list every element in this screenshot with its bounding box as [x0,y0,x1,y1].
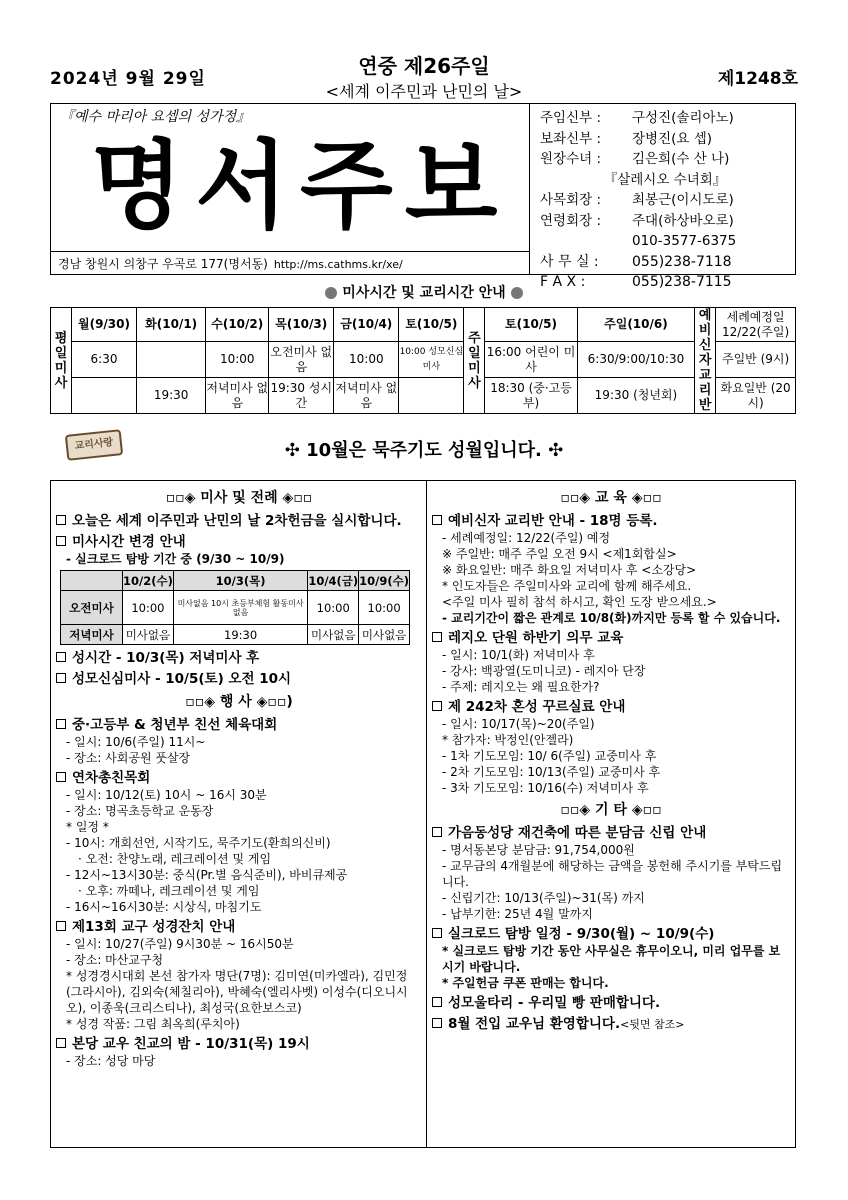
left-column [56,484,422,1069]
staff-row: 사목회장 : 최봉근(이시도로) [540,192,734,208]
day-header: 금(10/4) [334,308,399,342]
notice-line: - 신립기간: 10/13(주일)~31(목) 까지 [442,891,645,905]
staff-row: 보좌신부 : 장병진(요 셉) [540,130,713,147]
notice-item: 성모신심미사 - 10/5(토) 오전 10시 [56,670,422,688]
staff-row: 원장수녀 : 김은희(수 산 나) [540,151,730,167]
schedule-heading: 미사시간 및 교리시간 안내 [0,282,848,302]
table-cell: 미사없음 [308,625,359,645]
notice-item: 예비신자 교리반 안내 - 18명 등록. [432,512,790,530]
table-cell: 19:30 [173,625,308,645]
notice-line: · 오후: 까떼나, 레크레이션 및 게임 [78,884,260,898]
notice-line: - 일시: 10/17(목)~20(주일) [442,717,595,731]
table-cell: 오전미사 [61,591,123,625]
checkbox-icon [432,632,442,642]
notice-item: 제13회 교구 성경잔치 안내 [56,918,422,936]
schedule-cell: 10:00 [334,342,399,378]
checkbox-icon [432,928,442,938]
day-header: 목(10/3) [269,308,334,342]
notice-line: * 성경경시대회 본선 참가자 명단(7명): 김미연(미카엘라), 김민정(그라시아), 김외숙(체칠리아), 박혜숙(엘리사벳) 이성수(디오니시오), 이종욱(크리스티나), 최성국(요한보스코) [66,969,408,1015]
section-title-events: ▫▫◈ 행 사 ◈▫▫) [185,694,293,710]
table-cell: 10:00 [308,591,359,625]
checkbox-icon [56,515,66,525]
bulletin-date: 2024년 9월 29일 [50,69,206,89]
notice-item: 실크로드 탐방 일정 - 9/30(월) ~ 10/9(수) [432,925,790,943]
notice-line: - 명서동본당 분담금: 91,754,000원 [442,843,635,857]
notice-line: - 일시: 10/12(토) 10시 ~ 16시 30분 [66,788,267,802]
notice-line: - 16시~16시30분: 시상식, 마침기도 [66,900,262,914]
weekday-mass-label: 평일미사 [51,308,72,414]
notice-line: - 일시: 10/27(주일) 9시30분 ~ 16시50분 [66,937,294,951]
notice-line: ※ 주일반: 매주 주일 오전 9시 <제1회합실> [442,547,677,561]
notice-line: - 1차 기도모임: 10/ 6(주일) 교중미사 후 [442,749,657,763]
staff-row: 『살레시오 수녀회』 [603,171,727,188]
notice-line: ※ 화요일반: 매주 화요일 저녁미사 후 <소강당> [442,563,697,577]
checkbox-icon [432,827,442,837]
schedule-cell: 19:30 성시간 [269,378,334,414]
day-header: 주일(10/6) [577,308,695,342]
staff-list [540,108,790,293]
table-cell: 10:00 [123,591,174,625]
day-header: 수(10/2) [206,308,269,342]
notice-item: 가음동성당 재건축에 따른 분담금 신립 안내 [432,824,790,842]
checkbox-icon [432,1018,442,1028]
schedule-cell [399,378,464,414]
table-cell: 10/4(금) [308,571,359,591]
notice-line: - 교리기간이 짧은 관계로 10/8(화)까지만 등록 할 수 있습니다. [442,611,781,625]
table-cell: 10/3(목) [173,571,308,591]
notice-item: 8월 전입 교우님 환영합니다.<뒷면 참조> [432,1015,790,1034]
table-cell: 10/2(수) [123,571,174,591]
notice-item: 성모울타리 - 우리밀 빵 판매합니다. [432,994,790,1012]
notice-item: 레지오 단원 하반기 의무 교육 [432,629,790,647]
notice-line: * 실크로드 탐방 기간 동안 사무실은 휴무이오니, 미리 업무를 보시기 바랍니다. [442,944,781,974]
month-notice: ✣ 10월은 묵주기도 성월입니다. ✣ [284,440,564,461]
catechumen-label: 예비신자교리반 [695,308,716,414]
notice-item: 성시간 - 10/3(목) 저녁미사 후 [56,649,422,667]
staff-row: 주임신부 : 구성진(솔리아노) [540,110,734,126]
section-title-other: ▫▫◈ 기 타 ◈▫▫ [560,802,662,818]
catechumen-cell: 화요일반 (20시) [716,378,796,414]
notice-item: 오늘은 세계 이주민과 난민의 날 2차헌금을 실시합니다. [56,512,422,530]
catechism-stamp: 교리사랑 [65,429,123,461]
issue-number: 제1248호 [717,69,798,89]
notice-line: - 장소: 성당 마당 [66,1054,156,1068]
bullet-dot-icon [325,287,337,299]
notice-line: - 세례예정일: 12/22(주일) 예정 [442,531,611,545]
bulletin-logo: 명서주보 [90,129,510,242]
notice-line: - 강사: 백광열(도미니코) - 레지아 단장 [442,664,646,678]
checkbox-icon [56,652,66,662]
table-cell: 저녁미사 [61,625,123,645]
checkbox-icon [56,772,66,782]
notice-line: - 장소: 사회공원 풋살장 [66,751,191,765]
parish-url[interactable]: http://ms.cathms.kr/xe/ [273,258,403,271]
notice-line: - 납부기한: 25년 4월 말까지 [442,907,593,921]
schedule-cell [71,378,136,414]
notice-line: - 12시~13시30분: 중식(Pr.별 음식준비), 바비큐제공 [66,868,348,882]
checkbox-icon [56,921,66,931]
table-cell: 미사없음 10시 초등부체험 활동미사 없음 [173,591,308,625]
parish-address [58,255,403,272]
mass-schedule-table [50,307,796,414]
notice-line: - 교무금의 4개월분에 해당하는 금액을 봉헌해 주시기를 부탁드립니다. [442,859,783,889]
schedule-cell: 6:30 [71,342,136,378]
right-column [432,484,790,1034]
checkbox-icon [432,701,442,711]
table-cell: 10/9(수) [359,571,410,591]
notice-item: 중·고등부 & 청년부 친선 체육대회 [56,716,422,734]
notice-line: - 주제: 레지오는 왜 필요한가? [442,680,600,694]
schedule-cell: 저녁미사 없음 [206,378,269,414]
parish-slogan: 『예수 마리아 요셉의 성가정』 [60,109,251,125]
notice-item: 연차총친목회 [56,769,422,787]
notice-line: * 일정 * [66,820,109,834]
notice-line: - 10시: 개회선언, 시작기도, 묵주기도(환희의신비) [66,836,331,850]
column-divider [426,480,427,1148]
table-cell: 미사없음 [359,625,410,645]
notice-item: 본당 교우 친교의 밤 - 10/31(목) 19시 [56,1035,422,1053]
schedule-cell: 저녁미사 없음 [334,378,399,414]
schedule-cell: 18:30 (중·고등부) [485,378,577,414]
staff-row: 010-3577-6375 [632,233,737,249]
notice-line: * 성경 작품: 그림 최옥희(루치아) [66,1017,240,1031]
notice-line: * 참가자: 박정인(안젤라) [442,733,574,747]
liturgical-title: 연중 제26주일 [358,54,490,78]
notice-line: * 주일헌금 쿠폰 판매는 합니다. [442,976,609,990]
notice-line: · 오전: 찬양노래, 레크레이션 및 게임 [78,852,272,866]
notice-line: - 실크로드 탐방 기간 중 (9/30 ~ 10/9) [66,552,285,566]
address-text: 경남 창원시 의창구 우곡로 177(명서동) [58,257,268,271]
address-divider [50,251,530,252]
notice-line: <주일 미사 필히 참석 하시고, 확인 도장 받으세요.> [442,595,717,609]
day-header: 토(10/5) [399,308,464,342]
notice-line: - 일시: 10/1(화) 저녁미사 후 [442,648,595,662]
notice-line: - 3차 기도모임: 10/16(수) 저녁미사 후 [442,781,649,795]
liturgical-subtitle: <세계 이주민과 난민의 날> [325,82,523,101]
table-cell: 10:00 [359,591,410,625]
notice-item: 미사시간 변경 안내 [56,533,422,551]
checkbox-icon [56,1038,66,1048]
checkbox-icon [56,673,66,683]
schedule-cell: 오전미사 없음 [269,342,334,378]
checkbox-icon [56,719,66,729]
checkbox-icon [56,536,66,546]
checkbox-icon [432,997,442,1007]
day-header: 화(10/1) [137,308,206,342]
staff-row: 연령회장 : 주대(하상바오로) [540,212,734,229]
sunday-mass-label: 주일미사 [464,308,485,414]
schedule-cell: 16:00 어린이 미사 [485,342,577,378]
catechumen-cell: 세례예정일 12/22(주일) [716,308,796,342]
schedule-cell: 19:30 (청년회) [577,378,695,414]
schedule-cell: 10:00 성모신심미사 [399,342,464,378]
notice-item: 제 242차 혼성 꾸르실료 안내 [432,698,790,716]
catechumen-cell: 주일반 (9시) [716,342,796,378]
day-header: 월(9/30) [71,308,136,342]
notice-line: * 인도자들은 주일미사와 교리에 함께 해주세요. [442,579,692,593]
mass-change-table [60,570,410,645]
schedule-cell: 10:00 [206,342,269,378]
table-cell: 미사없음 [123,625,174,645]
staff-row: F A X : 055)238-7115 [540,274,732,290]
section-title-liturgy: ▫▫◈ 미사 및 전례 ◈▫▫ [165,490,313,506]
notice-line: - 장소: 명곡초등학교 운동장 [66,804,214,818]
notice-line: - 일시: 10/6(주일) 11시~ [66,735,206,749]
schedule-cell: 6:30/9:00/10:30 [577,342,695,378]
see-back-note: <뒷면 참조> [620,1018,685,1031]
schedule-cell: 19:30 [137,378,206,414]
schedule-cell [137,342,206,378]
staff-row: 사 무 실 : 055)238-7118 [540,253,732,270]
notice-line: - 2차 기도모임: 10/13(주일) 교중미사 후 [442,765,661,779]
table-cell [61,571,123,591]
bullet-dot-icon [511,287,523,299]
section-title-education: ▫▫◈ 교 육 ◈▫▫ [560,490,662,506]
day-header: 토(10/5) [485,308,577,342]
checkbox-icon [432,515,442,525]
notice-line: - 장소: 마산교구청 [66,953,164,967]
